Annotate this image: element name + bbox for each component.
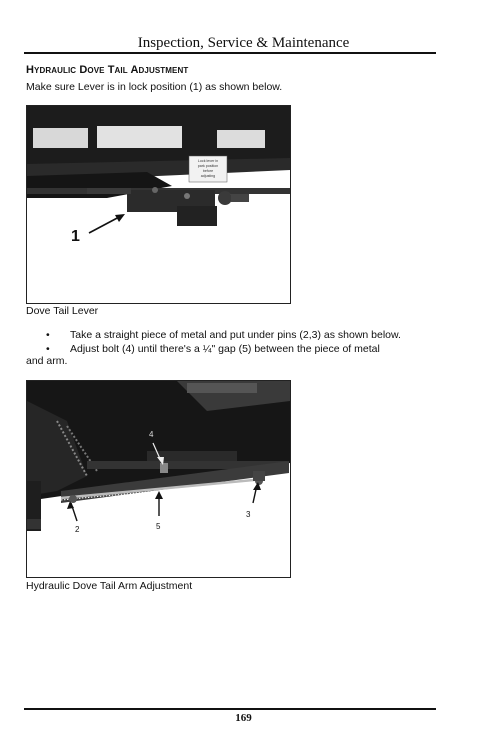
- callout-3: 3: [246, 510, 251, 519]
- bullet-dot: •: [46, 343, 50, 355]
- decal-line: Lock lever in: [197, 159, 219, 163]
- dove-tail-lever-photo: [26, 105, 291, 304]
- decal-line: adjusting: [200, 174, 216, 178]
- bullet-text: Adjust bolt (4) until there's a ¼" gap (5) between the piece of metal: [70, 343, 380, 355]
- bullet-text: Take a straight piece of metal and put under pins (2,3) as shown below.: [70, 329, 401, 341]
- bullet-item: [26, 329, 446, 342]
- callout-4: 4: [149, 430, 154, 439]
- intro-text: Make sure Lever is in lock position (1) as shown below.: [26, 81, 283, 93]
- footer-rule: [24, 708, 436, 710]
- figure2-caption: Hydraulic Dove Tail Arm Adjustment: [26, 580, 193, 592]
- arm-adjustment-illustration: [27, 381, 290, 577]
- figure1-caption: Dove Tail Lever: [26, 305, 99, 317]
- arm-adjustment-photo: [26, 380, 291, 578]
- dove-tail-lever-illustration: [27, 106, 290, 303]
- decal-line: park position: [197, 164, 219, 168]
- callout-5: 5: [156, 522, 161, 531]
- callout-1: 1: [71, 228, 80, 245]
- decal-line: before: [202, 169, 214, 173]
- section-heading: Hydraulic Dove Tail Adjustment: [26, 64, 189, 76]
- page-header-title: Inspection, Service & Maintenance: [137, 35, 350, 51]
- bullet-continuation: and arm.: [26, 355, 68, 367]
- page-number: 169: [235, 712, 252, 724]
- header-rule: [24, 52, 436, 54]
- callout-2: 2: [75, 525, 80, 534]
- bullet-item: [26, 343, 446, 356]
- bullet-dot: •: [46, 329, 50, 341]
